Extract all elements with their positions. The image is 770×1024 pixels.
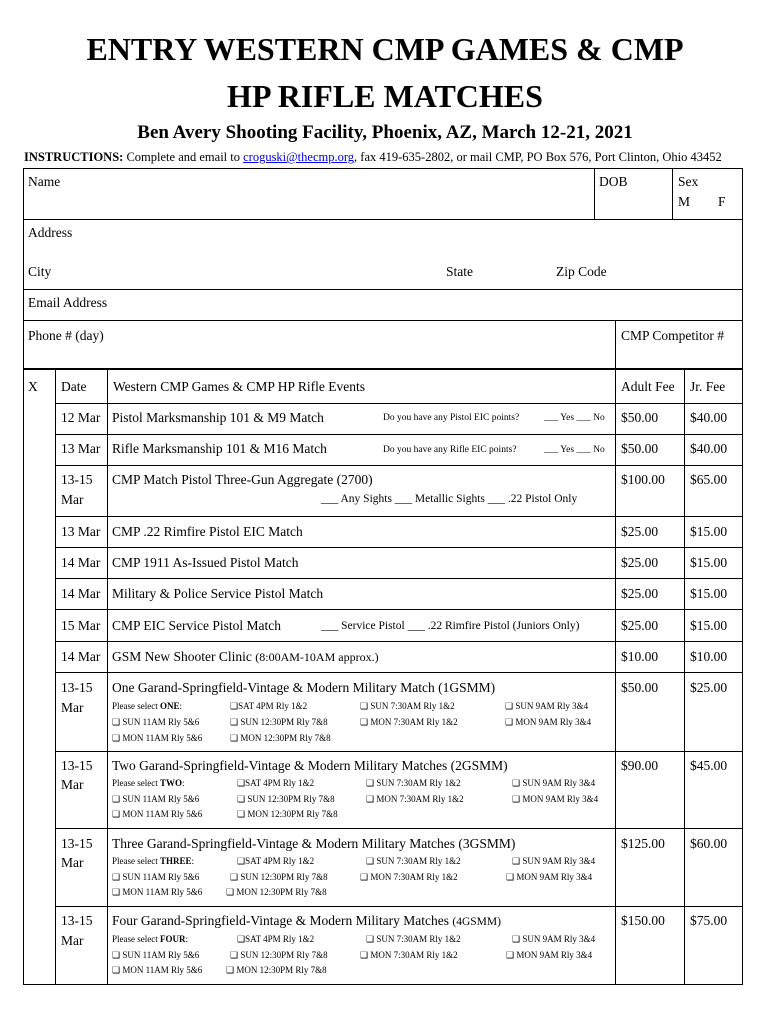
- address-field[interactable]: Address: [28, 225, 73, 240]
- row-event: Military & Police Service Pistol Match: [112, 586, 324, 601]
- relay-checkbox[interactable]: ❑ MON 7:30AM Rly 1&2: [360, 717, 458, 727]
- relay-checkbox[interactable]: ❑ MON 7:30AM Rly 1&2: [366, 794, 464, 804]
- row-event: Two Garand-Springfield-Vintage & Modern Military Matches (2GSMM): [112, 758, 508, 773]
- row-event-name: GSM New Shooter Clinic: [112, 649, 252, 664]
- adult-fee: $25.00: [621, 524, 659, 539]
- jr-fee: $60.00: [690, 836, 728, 851]
- pistol-options[interactable]: ___ Service Pistol ___ .22 Rimfire Pistol (Juniors Only): [321, 620, 580, 632]
- adult-fee: $25.00: [621, 618, 659, 633]
- adult-fee: $25.00: [621, 555, 659, 570]
- relay-checkbox[interactable]: ❑SAT 4PM Rly 1&2: [237, 856, 315, 866]
- relay-checkbox[interactable]: ❑ MON 11AM Rly 5&6: [112, 887, 203, 897]
- sex-label: Sex: [678, 174, 699, 189]
- relay-checkbox[interactable]: ❑ MON 7:30AM Rly 1&2: [360, 872, 458, 882]
- row-date-line2: Mar: [61, 855, 84, 870]
- row-date: 13-15: [61, 836, 93, 851]
- row-date: 12 Mar: [61, 410, 101, 425]
- relay-checkbox[interactable]: ❑ SUN 7:30AM Rly 1&2: [360, 701, 455, 711]
- jr-fee: $25.00: [690, 680, 728, 695]
- relay-checkbox[interactable]: ❑ MON 11AM Rly 5&6: [112, 733, 203, 743]
- instructions-label: INSTRUCTIONS:: [24, 150, 124, 164]
- row-date: 13-15: [61, 913, 93, 928]
- row-date: 13-15: [61, 680, 93, 695]
- relay-checkbox[interactable]: ❑ MON 12:30PM Rly 7&8: [230, 733, 331, 743]
- row-date-line2: Mar: [61, 777, 84, 792]
- relay-checkbox[interactable]: ❑SAT 4PM Rly 1&2: [237, 778, 315, 788]
- relay-checkbox[interactable]: ❑ MON 9AM Rly 3&4: [512, 794, 599, 804]
- relay-checkbox[interactable]: ❑ MON 12:30PM Rly 7&8: [237, 809, 338, 819]
- row-event-note: (8:00AM-10AM approx.): [255, 650, 379, 664]
- relay-checkbox[interactable]: ❑SAT 4PM Rly 1&2: [237, 934, 315, 944]
- row-date: 14 Mar: [61, 555, 101, 570]
- select-prompt: Please select FOUR:: [112, 934, 188, 944]
- row-date-line2: Mar: [61, 492, 84, 507]
- zip-field[interactable]: Zip Code: [556, 264, 607, 279]
- adult-fee: $90.00: [621, 758, 659, 773]
- adult-fee: $50.00: [621, 441, 659, 456]
- relay-checkbox[interactable]: ❑ SUN 9AM Rly 3&4: [512, 778, 596, 788]
- jr-fee: $15.00: [690, 618, 728, 633]
- adult-fee: $50.00: [621, 410, 659, 425]
- sex-m-option[interactable]: M: [678, 194, 691, 209]
- row-event: Rifle Marksmanship 101 & M16 Match: [112, 441, 327, 456]
- relay-checkbox[interactable]: ❑ SUN 11AM Rly 5&6: [112, 794, 200, 804]
- row-event: CMP Match Pistol Three-Gun Aggregate (2700): [112, 472, 373, 487]
- eic-question: Do you have any Pistol EIC points?: [383, 413, 520, 423]
- page-title-line2: HP RIFLE MATCHES: [227, 78, 543, 114]
- row-date: 13 Mar: [61, 441, 101, 456]
- relay-checkbox[interactable]: ❑ MON 9AM Rly 3&4: [506, 950, 593, 960]
- email-link[interactable]: croguski@thecmp.org: [243, 150, 355, 164]
- relay-checkbox[interactable]: ❑ MON 9AM Rly 3&4: [506, 872, 593, 882]
- row-date: 15 Mar: [61, 618, 101, 633]
- jr-fee: $75.00: [690, 913, 728, 928]
- email-field[interactable]: Email Address: [28, 295, 108, 310]
- row-event: Pistol Marksmanship 101 & M9 Match: [112, 410, 324, 425]
- adult-fee: $125.00: [621, 836, 665, 851]
- relay-checkbox[interactable]: ❑ SUN 12:30PM Rly 7&8: [230, 950, 328, 960]
- relay-checkbox[interactable]: ❑ SUN 11AM Rly 5&6: [112, 872, 200, 882]
- row-event: CMP EIC Service Pistol Match: [112, 618, 281, 633]
- jr-fee: $15.00: [690, 524, 728, 539]
- row-event: [112, 649, 379, 665]
- jr-fee: $40.00: [690, 410, 728, 425]
- relay-checkbox[interactable]: ❑SAT 4PM Rly 1&2: [230, 701, 308, 711]
- relay-checkbox[interactable]: ❑ SUN 9AM Rly 3&4: [505, 701, 589, 711]
- competitor-number-field[interactable]: CMP Competitor #: [621, 328, 725, 343]
- row-date: 13-15: [61, 758, 93, 773]
- row-event-name: Four Garand-Springfield-Vintage & Modern Military Matches: [112, 913, 449, 928]
- row-event: Three Garand-Springfield-Vintage & Modern Military Matches (3GSMM): [112, 836, 516, 851]
- relay-checkbox[interactable]: ❑ MON 12:30PM Rly 7&8: [226, 887, 327, 897]
- sex-f-option[interactable]: F: [718, 194, 726, 209]
- jr-fee: $40.00: [690, 441, 728, 456]
- row-date: 13 Mar: [61, 524, 101, 539]
- page-subtitle: Ben Avery Shooting Facility, Phoenix, AZ, March 12-21, 2021: [137, 122, 633, 143]
- jr-fee: $65.00: [690, 472, 728, 487]
- select-prompt: Please select TWO:: [112, 778, 185, 788]
- relay-checkbox[interactable]: ❑ SUN 12:30PM Rly 7&8: [230, 717, 328, 727]
- relay-checkbox[interactable]: ❑ SUN 11AM Rly 5&6: [112, 950, 200, 960]
- jr-fee: $10.00: [690, 649, 728, 664]
- adult-fee: $10.00: [621, 649, 659, 664]
- row-date-line2: Mar: [61, 700, 84, 715]
- adult-fee: $150.00: [621, 913, 665, 928]
- col-header-x: X: [28, 379, 38, 394]
- name-field[interactable]: Name: [28, 174, 61, 189]
- relay-checkbox[interactable]: ❑ MON 7:30AM Rly 1&2: [360, 950, 458, 960]
- eic-answer[interactable]: ___ Yes ___ No: [544, 445, 605, 455]
- jr-fee: $15.00: [690, 586, 728, 601]
- row-event: CMP 1911 As-Issued Pistol Match: [112, 555, 299, 570]
- col-header-date: Date: [61, 379, 87, 394]
- row-date: 13-15: [61, 472, 93, 487]
- select-prompt: Please select ONE:: [112, 701, 183, 711]
- eic-question: Do you have any Rifle EIC points?: [383, 445, 517, 455]
- jr-fee: $45.00: [690, 758, 728, 773]
- sight-options[interactable]: ___ Any Sights ___ Metallic Sights ___ .22 Pistol Only: [321, 493, 578, 505]
- select-prompt: Please select THREE:: [112, 856, 195, 866]
- state-field[interactable]: State: [446, 264, 473, 279]
- col-header-jr-fee: Jr. Fee: [690, 379, 726, 394]
- instructions: [24, 150, 722, 165]
- jr-fee: $15.00: [690, 555, 728, 570]
- page-title-line1: ENTRY WESTERN CMP GAMES & CMP: [86, 31, 684, 67]
- instructions-pre: Complete and email to: [126, 150, 240, 164]
- relay-checkbox[interactable]: ❑ SUN 12:30PM Rly 7&8: [230, 872, 328, 882]
- relay-checkbox[interactable]: ❑ SUN 9AM Rly 3&4: [512, 934, 596, 944]
- relay-checkbox[interactable]: ❑ MON 9AM Rly 3&4: [505, 717, 592, 727]
- relay-checkbox[interactable]: ❑ SUN 7:30AM Rly 1&2: [366, 934, 461, 944]
- relay-checkbox[interactable]: ❑ SUN 7:30AM Rly 1&2: [366, 856, 461, 866]
- dob-field[interactable]: DOB: [599, 174, 628, 189]
- eic-answer[interactable]: ___ Yes ___ No: [544, 413, 605, 423]
- relay-checkbox[interactable]: ❑ MON 12:30PM Rly 7&8: [226, 965, 327, 975]
- relay-checkbox[interactable]: ❑ SUN 11AM Rly 5&6: [112, 717, 200, 727]
- relay-checkbox[interactable]: ❑ MON 11AM Rly 5&6: [112, 809, 203, 819]
- row-event: One Garand-Springfield-Vintage & Modern Military Match (1GSMM): [112, 680, 496, 695]
- phone-field[interactable]: Phone # (day): [28, 328, 104, 343]
- relay-checkbox[interactable]: ❑ SUN 12:30PM Rly 7&8: [237, 794, 335, 804]
- col-header-adult-fee: Adult Fee: [621, 379, 675, 394]
- adult-fee: $50.00: [621, 680, 659, 695]
- col-header-event: Western CMP Games & CMP HP Rifle Events: [113, 379, 366, 394]
- row-event-note: (4GSMM): [452, 916, 501, 928]
- adult-fee: $100.00: [621, 472, 665, 487]
- row-date-line2: Mar: [61, 933, 84, 948]
- row-event: CMP .22 Rimfire Pistol EIC Match: [112, 524, 303, 539]
- row-date: 14 Mar: [61, 649, 101, 664]
- relay-checkbox[interactable]: ❑ SUN 9AM Rly 3&4: [512, 856, 596, 866]
- relay-checkbox[interactable]: ❑ SUN 7:30AM Rly 1&2: [366, 778, 461, 788]
- instructions-post: , fax 419-635-2802, or mail CMP, PO Box 576, Port Clinton, Ohio 43452: [354, 150, 722, 164]
- row-date: 14 Mar: [61, 586, 101, 601]
- row-event: [112, 913, 501, 930]
- city-field[interactable]: City: [28, 264, 52, 279]
- adult-fee: $25.00: [621, 586, 659, 601]
- relay-checkbox[interactable]: ❑ MON 11AM Rly 5&6: [112, 965, 203, 975]
